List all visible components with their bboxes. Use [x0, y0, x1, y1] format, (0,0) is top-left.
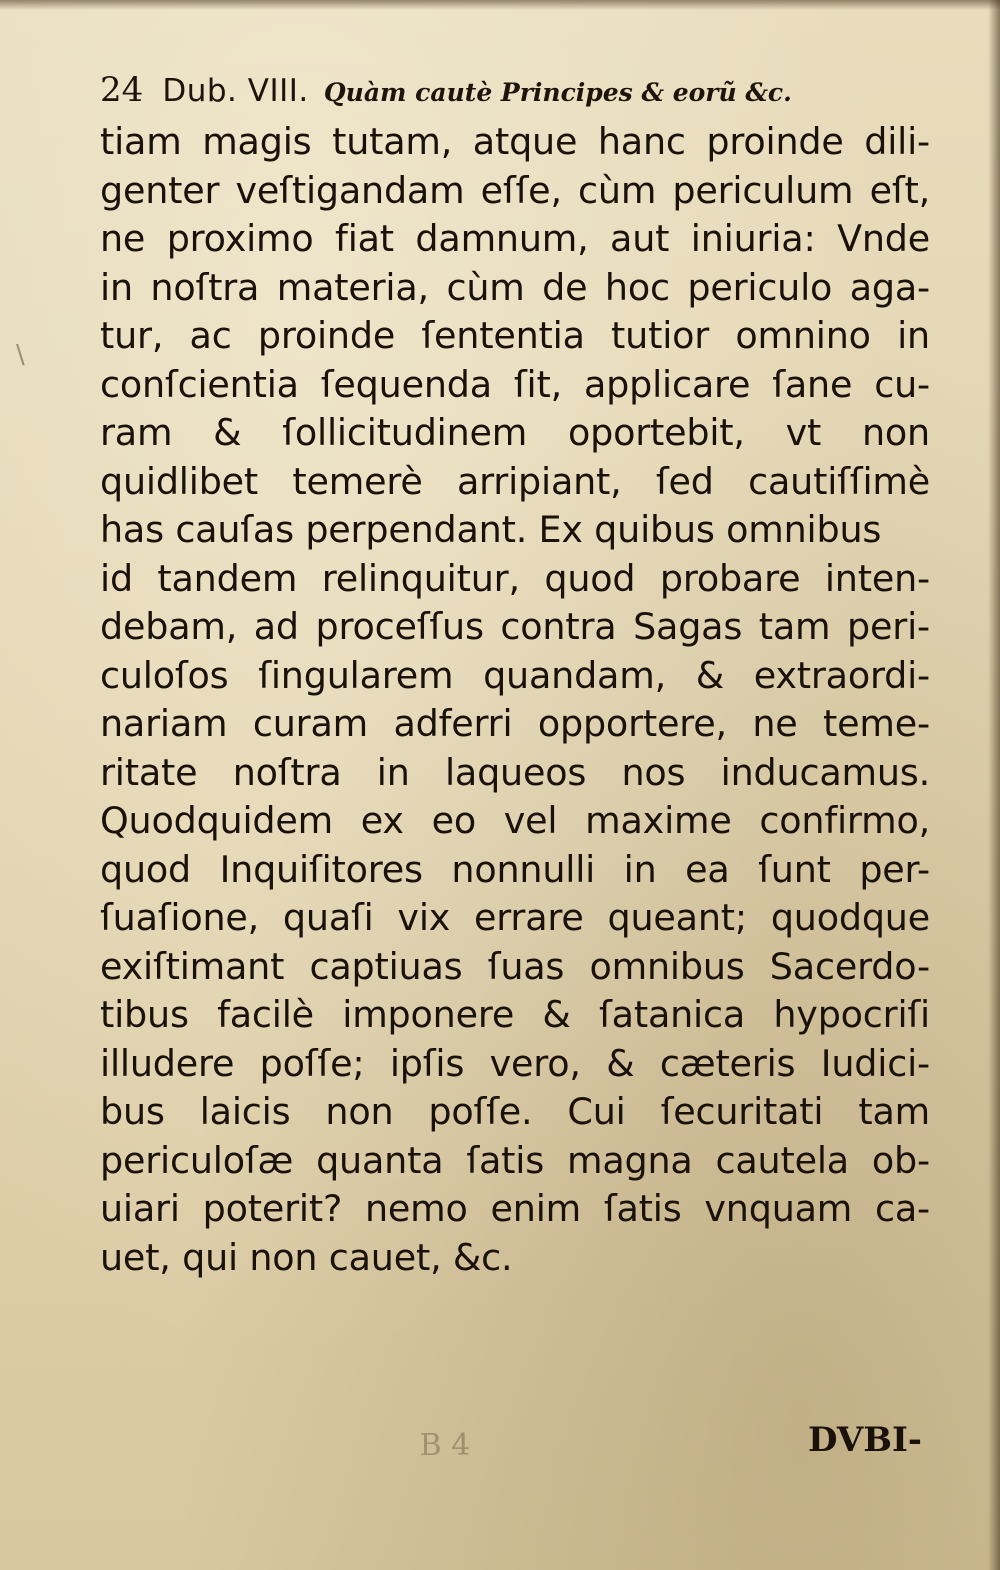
text-line: illudere poſſe; ipſis vero, & cæteris Iudici- [100, 1041, 930, 1085]
text-line: in noſtra materia, cùm de hoc periculo aga- [100, 265, 930, 309]
text-line: id tandem relinquitur, quod probare inten- [100, 556, 930, 600]
page-gutter-shadow [988, 0, 1000, 1570]
text-line: genter veſtigandam eſſe, cùm periculum eſt, [100, 168, 930, 212]
page-number: 24 [100, 70, 144, 110]
text-line: quod Inquiſitores nonnulli in ea ſunt per- [100, 847, 930, 891]
running-title: Quàm cautè Principes & eorũ &c. [323, 78, 792, 107]
text-line: ne proximo fiat damnum, aut iniuria: Vnde [100, 217, 930, 260]
text-line: quidlibet temerè arripiant, ſed cautiſſimè [100, 459, 930, 503]
text-line: tibus facilè imponere & ſatanica hypocriſi [100, 993, 930, 1036]
page-top-shadow [0, 0, 1000, 10]
text-line: has cauſas perpendant. Ex quibus omnibus [100, 508, 882, 551]
text-line: tur, ac proinde ſententia tutior omnino in [100, 314, 930, 357]
catchword: DVBI- [807, 1420, 922, 1460]
text-line: ritate noſtra in laqueos nos inducamus. [100, 750, 930, 794]
text-line: ram & ſollicitudinem oportebit, vt non [100, 411, 930, 454]
text-line: tiam magis tutam, atque hanc proinde dili- [100, 120, 930, 163]
text-line: uet, qui non cauet, &c. [100, 1235, 513, 1279]
text-line: exiſtimant captiuas ſuas omnibus Sacerdo- [100, 944, 930, 988]
signature-mark: B 4 [419, 1428, 471, 1463]
text-line: debam, ad proceſſus contra Sagas tam peri- [100, 605, 930, 648]
text-line: bus laicis non poſſe. Cui ſecuritati tam [100, 1090, 930, 1133]
text-line: culoſos ſingularem quandam, & extraordi- [100, 653, 930, 697]
running-header [100, 70, 930, 118]
margin-pencil-mark: \ [16, 340, 25, 370]
body-text [100, 118, 930, 1282]
text-line: uiari poterit? nemo enim ſatis vnquam ca- [100, 1187, 930, 1230]
text-line: conſcientia ſequenda ſit, applicare ſane cu- [100, 362, 930, 406]
text-line: periculoſæ quanta ſatis magna cautela ob- [100, 1138, 930, 1182]
text-line: Quodquidem ex eo vel maxime confirmo, [100, 799, 930, 842]
section-label: Dub. VIII. [162, 73, 309, 109]
text-line: nariam curam adferri opportere, ne teme- [100, 702, 930, 745]
text-line: ſuaſione, quaſi vix errare queant; quodque [100, 896, 930, 939]
